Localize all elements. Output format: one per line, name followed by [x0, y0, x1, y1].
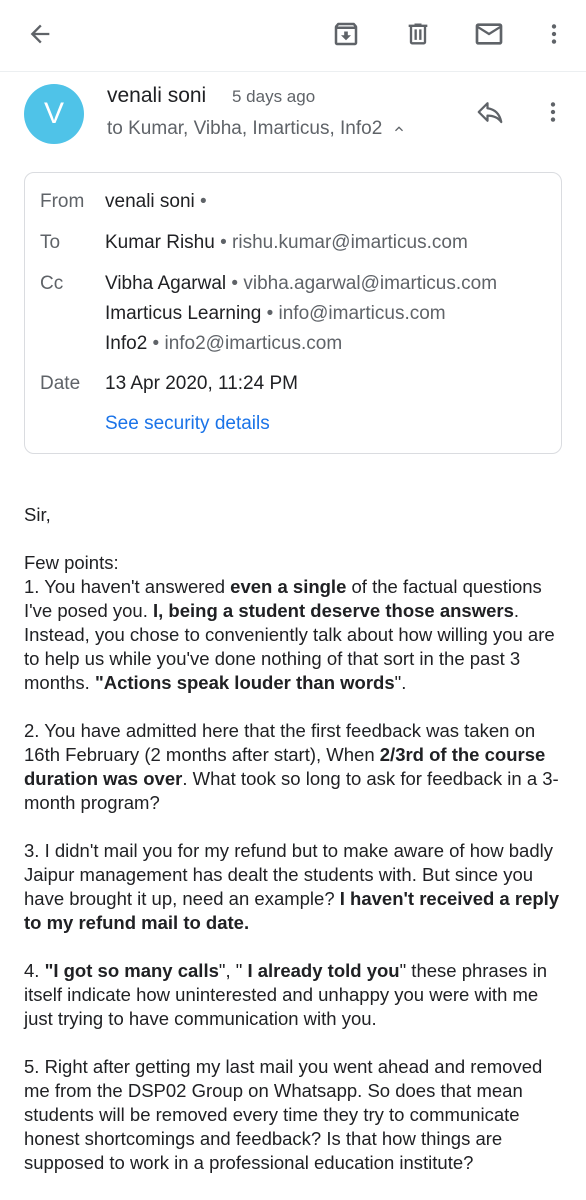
message-time: 5 days ago: [232, 87, 316, 106]
security-details-link[interactable]: See security details: [105, 413, 270, 434]
date-value: 13 Apr 2020, 11:24 PM: [105, 373, 298, 394]
message-more-button[interactable]: [536, 92, 570, 132]
more-vert-icon: [541, 21, 567, 47]
intro-line: Few points:: [24, 552, 119, 573]
arrow-left-icon: [26, 20, 54, 48]
cc-name: Vibha Agarwal: [105, 273, 227, 294]
to-name: Kumar Rishu: [105, 232, 215, 253]
back-button[interactable]: [18, 12, 62, 56]
mark-unread-button[interactable]: [467, 12, 511, 56]
point-4: 4. "I got so many calls", " I already told you" these phrases in itself indicate how uninterested and unhappy you were with me just trying to have communication with you.: [24, 960, 548, 1029]
from-value: [105, 191, 207, 213]
cc-email[interactable]: vibha.agarwal@imarticus.com: [243, 273, 498, 294]
date-label: Date: [40, 373, 81, 394]
message-details-card: [24, 172, 562, 454]
cc-label: Cc: [40, 273, 64, 294]
reply-icon: [475, 97, 505, 127]
point-2: 2. You have admitted here that the first feedback was taken on 16th February (2 months after start), When 2/3rd of the course duration was over. What took so long to ask for feedback in a 3-month program?: [24, 720, 559, 813]
archive-icon: [331, 19, 361, 49]
cc-name: Imarticus Learning: [105, 303, 262, 324]
point-1: 1. You haven't answered even a single of the factual questions I've posed you. I, being a student deserve those answers. Instead, you chose to conveniently talk about how willing you are to help us while you've done nothing of that sort in the past 3 months. "Actions speak louder than words".: [24, 576, 555, 693]
point-5: 5. Right after getting my last mail you went ahead and removed me from the DSP02 Group on Whatsapp. So does that mean students will be removed every time they try to communicate honest shortcomings and feedback? Is that how things are supposed to work in a professional education institute?: [24, 1056, 543, 1173]
to-email[interactable]: rishu.kumar@imarticus.com: [232, 232, 468, 253]
chevron-up-icon: [391, 121, 407, 137]
cc-name: Info2: [105, 333, 148, 354]
from-label: From: [40, 191, 85, 212]
greeting: Sir,: [24, 504, 51, 525]
cc-entry: Vibha Agarwal • vibha.agarwal@imarticus.com: [105, 273, 498, 294]
more-options-button[interactable]: [532, 12, 576, 56]
recipients-summary: to Kumar, Vibha, Imarticus, Info2: [107, 118, 383, 139]
to-label: To: [40, 232, 61, 253]
to-value: Kumar Rishu • rishu.kumar@imarticus.com: [105, 232, 468, 253]
sender-name: venali soni: [107, 84, 207, 107]
avatar[interactable]: V: [24, 84, 84, 144]
toolbar: [0, 0, 586, 72]
delete-button[interactable]: [396, 12, 440, 56]
from-name: venali soni: [105, 191, 195, 212]
separator-dot: •: [194, 191, 207, 212]
cc-email[interactable]: info@imarticus.com: [278, 303, 446, 324]
mail-icon: [473, 18, 505, 50]
reply-button[interactable]: [470, 92, 510, 132]
cc-entry: Info2 • info2@imarticus.com: [105, 333, 343, 354]
more-vert-icon: [540, 99, 566, 125]
archive-button[interactable]: [324, 12, 368, 56]
cc-email[interactable]: info2@imarticus.com: [164, 333, 343, 354]
message-body: [24, 503, 569, 1175]
sender-row: [0, 80, 586, 160]
recipients-toggle[interactable]: [107, 118, 407, 140]
trash-icon: [404, 20, 432, 48]
cc-entry: Imarticus Learning • info@imarticus.com: [105, 303, 446, 324]
point-3: 3. I didn't mail you for my refund but to make aware of how badly Jaipur management has dealt the students with. But since you have brought it up, need an example? I haven't received a reply to my refund mail to date.: [24, 840, 560, 933]
